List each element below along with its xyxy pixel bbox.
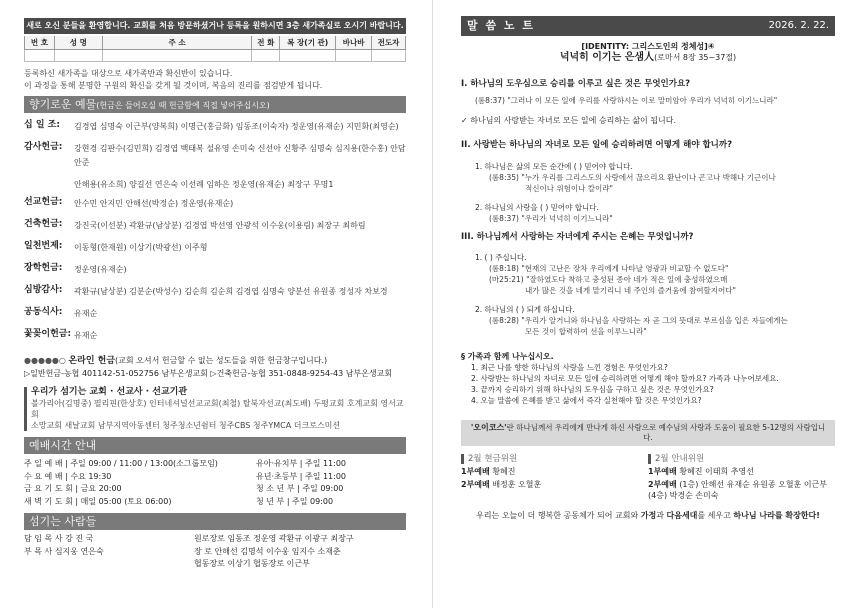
offering-names-line: 이동형(한재원) 이상기(박광선) 이주형 xyxy=(74,242,208,252)
offering-row xyxy=(24,302,406,324)
offering-label: 건축헌금: xyxy=(24,218,63,229)
reg-header-barnabas: 바나바 xyxy=(336,36,372,49)
worship-times xyxy=(24,458,406,508)
family-sharing: § 가족과 함께 나누십시오. 1. 최근 나를 향한 하나님의 사랑을 느낀 경험은 무엇인가요? 2. 사랑받는 하나님의 자녀로 모든 일에 승리하려면 어떻게 해야 할까요? 가족과 나누어보세요. 3. 끝까지 승리하기 위해 하나님의 도우심을 구하고 싶은 것은 무엇인가요? 4. 오늘 말씀에 은혜를 받고 삶에서 즉각 실천해야 할 것은 무엇인가요? xyxy=(461,351,835,406)
sermon-heading xyxy=(461,42,835,65)
offering-section-title: 향기로운 예물(헌금은 들어오실 때 헌금함에 직접 넣어주십시오) xyxy=(24,96,406,113)
church-motto: 우리는 오늘이 더 행복한 공동체가 되어 교회와 가정과 다음세대를 세우고 하나님 나라를 확장한다! xyxy=(476,511,820,521)
offering-names-line: 유재순 xyxy=(74,330,98,340)
offering-list xyxy=(24,115,406,346)
offering-names-line: 정운영(유재순) xyxy=(74,264,127,274)
worship-section-title: 예배시간 안내 xyxy=(24,437,406,454)
reg-header-number: 번 호 xyxy=(25,36,55,49)
question-2: II. 사랑받는 하나님의 자녀로 모든 일에 승리하려면 어떻게 해야 합니까? xyxy=(461,140,733,151)
question-3: III. 하나님께서 사랑하는 자녀에게 주시는 은혜는 무엇입니까? xyxy=(461,231,694,242)
right-page xyxy=(437,0,860,608)
worship-time: 새 벽 기 도 회 | 매일 05:00 (토요 06:00) xyxy=(24,496,172,506)
committees xyxy=(461,454,835,502)
reg-header-dept: 복 장(기 관) xyxy=(280,36,336,49)
offering-names xyxy=(74,285,388,299)
offering-label: 장학헌금: xyxy=(24,262,63,273)
offering-names xyxy=(74,307,97,321)
worship-time: 청 소 년 부 | 주일 09:00 xyxy=(256,484,344,493)
online-accounts: ▷일반헌금-농협 401142-51-052756 남부온생교회 ▷건축헌금-농협 351-0848-9254-43 남부온생교회 xyxy=(24,368,393,378)
offering-label: 꽃꽂이헌금: xyxy=(24,328,72,339)
offering-names-line: 강현경 김판수(김민희) 김경엽 백태복 설유영 손미숙 신선아 신황주 심명숙 심지용(한수홍) 안담 안준 xyxy=(74,143,406,167)
offering-row xyxy=(24,280,406,302)
share-item: 1. 최근 나를 향한 하나님의 사랑을 느낀 경험은 무엇인가요? xyxy=(471,363,668,373)
staff-line: 원로장로 임동조 정운영 곽환규 이광구 최장구 xyxy=(194,534,354,543)
reg-row xyxy=(25,49,406,61)
registration-note: 등록하신 새가족을 대상으로 새가족반과 확신반이 있습니다. 이 과정을 통해 분명한 구원의 확신을 갖게 될 것이며, 복음의 진리를 점검받게 됩니다. xyxy=(24,68,323,90)
check-statement: ✓ 하나님의 사랑받는 자녀로 모든 일에 승리하는 삶이 됩니다. xyxy=(461,116,677,126)
worship-time: 유년·초등부 | 주일 11:00 xyxy=(256,471,347,481)
offering-row xyxy=(24,214,406,236)
offering-row xyxy=(24,192,406,214)
share-item: 3. 끝까지 승리하기 위해 하나님의 도우심을 구하고 싶은 것은 무엇인가요? xyxy=(471,385,714,395)
bulletin-date: 2026. 2. 22. xyxy=(768,20,829,31)
offering-names xyxy=(74,142,406,192)
offering-label: 공동식사: xyxy=(24,306,63,317)
partner-churches: 우리가 섬기는 교회 · 선교사 · 선교기관 볼가리아(김명중) 필리핀(한상호) 인터네셔널선교교회(최철) 탈북자선교(최도배) 두평교회 호계교회 영서교회 소망교회 새날교회 남부지역아동센터 청주청소년쉼터 청주CBS 청주YMCA 더크로스미션 xyxy=(24,387,406,431)
offering-names-line: 안수민 안지민 안해선(박정순) 정운영(유재순) xyxy=(74,198,234,208)
staff-line: 협동장로 이상기 협동장로 이근부 xyxy=(194,559,310,568)
people-list xyxy=(24,533,406,571)
offering-label: 일천번제: xyxy=(24,240,63,251)
share-item: 4. 오늘 말씀에 은혜를 받고 삶에서 즉각 실천해야 할 것은 무엇인가요? xyxy=(471,396,702,406)
share-item: 2. 사랑받는 하나님의 자녀로 모든 일에 승리하려면 어떻게 해야 할까요? 가족과 나누어보세요. xyxy=(471,374,779,384)
online-dots: ●●●●●○ xyxy=(24,355,66,365)
reg-header-address: 주 소 xyxy=(102,36,252,49)
staff-line: 담 임 목 사 강 진 국 xyxy=(24,534,94,543)
worship-time: 수 요 예 배 | 수요 19:30 xyxy=(24,471,112,481)
worship-time: 주 일 예 배 | 주일 09:00 / 11:00 / 13:00(소그룹모임) xyxy=(24,459,218,468)
sermon-notes-title: 말 씀 노 트 xyxy=(467,19,535,32)
offering-names xyxy=(74,120,399,134)
offering-label: 감사헌금: xyxy=(24,141,63,152)
committee-row xyxy=(648,466,835,477)
committee-row xyxy=(461,466,648,477)
offering-label: 심방감사: xyxy=(24,284,63,295)
committee-row xyxy=(648,479,835,501)
welcome-banner: 새로 오신 분들을 환영합니다. 교회를 처음 방문하셨거나 등록을 원하시면 3층 새가족실로 오시기 바랍니다. xyxy=(24,18,406,34)
offering-names xyxy=(74,329,97,343)
committee-row xyxy=(461,479,648,490)
sermon-notes-header xyxy=(461,16,835,36)
staff-line: 부 목 사 심지웅 연은숙 xyxy=(24,546,104,556)
committee-members: 황혜진 xyxy=(492,467,516,477)
offering-names-line: 안해용(유소희) 양길선 연은숙 이선례 임하은 정운영(유재순) 최장구 무명1 xyxy=(74,179,334,189)
offering-names xyxy=(74,219,366,233)
offering-row xyxy=(24,236,406,258)
worship-time: 유아·유치부 | 주일 11:00 xyxy=(256,459,347,468)
offering-label: 선교헌금: xyxy=(24,196,63,207)
offering-row xyxy=(24,137,406,192)
offering-names-line: 김경엽 심명숙 이근부(양복희) 이명근(홍금화) 임동조(이숙자) 정운영(유재순) 지민화(최영순) xyxy=(74,121,399,131)
committee-members: 배정훈 오혈훈 xyxy=(492,480,542,490)
online-offering: ●●●●●○ 온라인 헌금(교회 오셔서 헌금할 수 없는 성도들을 위한 헌금창구입니다.) ▷일반헌금-농협 401142-51-052756 남부온생교회 ▷건축헌금-농협 351-0848-9254-43 남부온생교회 xyxy=(24,356,406,379)
offering-names-line: 곽환규(남상분) 김분순(박성수) 김순희 김순희 김경엽 심명숙 양분선 유원종 정성자 차보경 xyxy=(74,286,388,296)
offering-names xyxy=(74,263,127,277)
offering-row xyxy=(24,115,406,137)
question-2-items: 1. 하나님은 삶의 모든 순간에 ( ) 믿어야 합니다. (롬8:35) "누가 우리를 그리스도의 사랑에서 끊으리요 환난이나 곤고나 박해나 기근이나 적신이나 위험이나 칼이랴" 2. 하나님의 사랑을 ( ) 믿어야 합니다. (롬8:37) "우리가 넉넉히 이기느니라" xyxy=(475,161,776,223)
worship-time: 청 년 부 | 주일 09:00 xyxy=(256,496,334,506)
offering-names xyxy=(74,241,208,255)
people-section-title: 섬기는 사람들 xyxy=(24,513,406,530)
reg-header-name: 성 명 xyxy=(54,36,102,49)
offering-label: 십 일 조: xyxy=(24,119,60,130)
reg-header-phone: 전 화 xyxy=(252,36,280,49)
committee-service: 2부예배 xyxy=(461,480,490,490)
committee-members: (1층) 안해선 유재순 유원종 오혈훈 이근부 (4층) 박경순 손미숙 xyxy=(648,480,828,501)
verse-1: (롬8:37) "그러나 이 모든 일에 우리를 사랑하시는 이로 말미암아 우리가 넉넉히 이기느니라" xyxy=(475,96,778,106)
question-1: I. 하나님의 도우심으로 승리를 이루고 싶은 것은 무엇인가요? xyxy=(461,78,691,89)
offering-row xyxy=(24,258,406,280)
oikos-banner: '오이코스'란 하나님께서 우리에게 만나게 하신 사람으로 예수님의 사랑과 도움이 필요한 5-12명의 사람입니다. xyxy=(461,420,835,445)
offering-committee: 2월 현금위원 1부예배 황혜진 2부예배 배정훈 오혈훈 xyxy=(461,454,648,502)
sermon-title: 넉넉히 이기는 은샘人(로마서 8장 35~37절) xyxy=(559,52,737,63)
committee-service: 2부예배 xyxy=(648,480,677,490)
committee-members: 황혜진 이태희 추영선 xyxy=(679,467,754,477)
staff-line: 장 로 안해선 김명석 이수웅 임지수 소재춘 xyxy=(194,546,341,556)
offering-row xyxy=(24,324,406,346)
usher-committee: 2월 안내위원 1부예배 황혜진 이태희 추영선 2부예배 (1층) 안해선 유재순 유원종 오혈훈 이근부 (4층) 박경순 손미숙 xyxy=(648,454,835,502)
reg-header-evangelist: 전도자 xyxy=(372,36,406,49)
sermon-series: [IDENTITY: 그리스도인의 정체성]④ xyxy=(581,42,715,51)
registration-table xyxy=(24,36,406,62)
worship-time: 금 요 기 도 회 | 금요 20:00 xyxy=(24,484,122,493)
committee-service: 1부예배 xyxy=(648,467,677,477)
committee-service: 1부예배 xyxy=(461,467,490,477)
offering-names xyxy=(74,197,233,211)
offering-names-line: 유재순 xyxy=(74,308,98,318)
question-3-items: 1. ( ) 주십니다. (롬8:18) "현재의 고난은 장차 우리에게 나타날 영광과 비교할 수 없도다" (마25:21) "잘하였도다 착하고 충성된 종아 네가 적은 일에 충성하였으매 내가 많은 것을 네게 맡기리니 네 주인의 즐거움에 참여할지어다" 2. 하나님의 ( ) 되게 하십니다. (롬8:28) "우리가 알거니와 하나님을 사랑하는 자 곧 그의 뜻대로 부르심을 입은 자들에게는 모든 것이 합력하여 선을 이루느니라" xyxy=(475,253,788,337)
page-divider xyxy=(432,0,433,608)
offering-names-line: 강진국(이선분) 곽환규(남상분) 김경엽 박선영 안광석 이수웅(이용림) 최장구 최하림 xyxy=(74,220,366,230)
